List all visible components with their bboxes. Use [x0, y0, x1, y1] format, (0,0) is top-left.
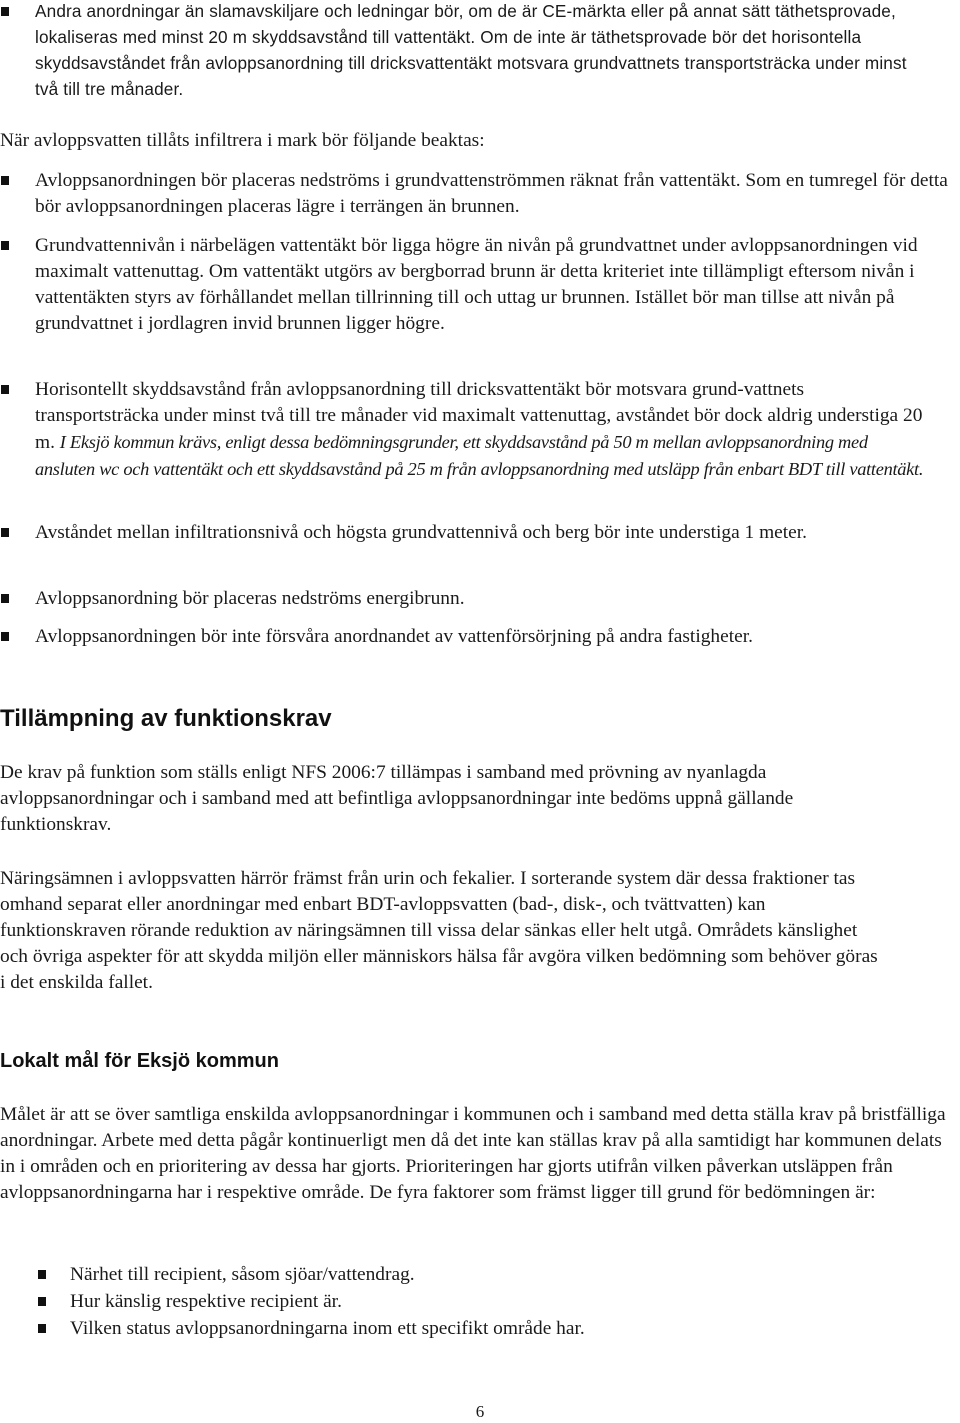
square-bullet-icon — [1, 176, 9, 185]
section-heading-local: Lokalt mål för Eksjö kommun — [0, 1050, 279, 1072]
page-number: 6 — [475, 1402, 485, 1421]
eksjo-requirement: I Eksjö kommun krävs, enligt dessa bedömningsgrunder, ett skyddsavstånd på 50 m mellan avloppsanordning med ansluten wc och vattentäkt och ett skyddsavstånd på 25 m från avloppsanordning med utsläpp från enbart BDT till vattentäkt. — [35, 432, 924, 479]
paragraph: Näringsämnen i avloppsvatten härrör främst från urin och fekalier. I sorterande system där dessa fraktioner tas omhand separat eller anordningar med enbart BDT-avloppsvatten (bad-, disk-, och tvättvatten) kan funktionskraven rörande reduktion av näringsämnen till vissa delar sänkas eller helt utgå. Områdets känslighet och övriga aspekter för att skydda miljön eller människors hälsa får avgöra vilken bedömning som behöver göras i det enskilda fallet. — [0, 868, 878, 993]
infiltration-intro: När avloppsvatten tillåts infiltrera i mark bör följande beaktas: — [0, 130, 485, 151]
list-item-text: Avloppsanordning bör placeras nedströms energibrunn. — [35, 588, 465, 609]
intro-bullet-text: Andra anordningar än slamavskiljare och ledningar bör, om de är CE-märkta eller på annat sätt täthetsprovade, lokaliseras med minst 20 m skyddsavstånd till vattentäkt. Om de inte är täthetsprovade bör det horisontella skyddsavståndet från avloppsanordning till dricksvattentäkt motsvara grundvattnets transportsträcka under minst två till tre månader. — [35, 1, 907, 99]
list-item-text: Hur känslig respektive recipient är. — [70, 1291, 342, 1312]
square-bullet-icon — [38, 1297, 46, 1306]
square-bullet-icon — [1, 7, 9, 16]
list-item-text: Avloppsanordningen bör placeras nedströms i grundvattenströmmen räknat från vattentäkt. Som en tumregel för detta bör avloppsanordningen placeras lägre i terrängen än brunnen. — [35, 170, 948, 217]
paragraph: De krav på funktion som ställs enligt NFS 2006:7 tillämpas i samband med prövning av nyanlagda avloppsanordningar och i samband med att befintliga avloppsanordningar inte bedöms uppnå gällande funktionskrav. — [0, 762, 794, 835]
square-bullet-icon — [1, 594, 9, 603]
list-item-text: Grundvattennivån i närbelägen vattentäkt bör ligga högre än nivån på grundvattnet under avloppsanordningen vid maximalt vattenuttag. Om vattentäkt utgörs av bergborrad brunn är detta kriteriet inte tillämpligt eftersom nivån i vattentäkten styrs av förhållandet mellan tillrinning till och uttag ur brunnen. Istället bör man tillse att nivån på grundvattnet i jordlagren invid brunnen ligger högre. — [35, 235, 918, 334]
list-item-text-regular: Horisontellt skyddsavstånd från avloppsanordning till dricksvattentäkt bör motsvara grund-vattnets transportsträcka under minst två till tre månader vid maximalt vattenuttag, avståndet bör dock aldrig understiga 20 m. — [35, 379, 923, 453]
list-item-text: Närhet till recipient, såsom sjöar/vattendrag. — [70, 1264, 415, 1285]
square-bullet-icon — [1, 632, 9, 641]
list-item-text — [35, 377, 925, 483]
square-bullet-icon — [1, 241, 9, 250]
square-bullet-icon — [1, 528, 9, 537]
square-bullet-icon — [38, 1270, 46, 1279]
list-item-text: Vilken status avloppsanordningarna inom ett specifikt område har. — [70, 1318, 585, 1339]
square-bullet-icon — [1, 385, 9, 394]
section-heading-functional: Tillämpning av funktionskrav — [0, 705, 332, 732]
square-bullet-icon — [38, 1324, 46, 1333]
paragraph: Målet är att se över samtliga enskilda avloppsanordningar i kommunen och i samband med detta ställa krav på bristfälliga anordningar. Arbete med detta pågår kontinuerligt men då det inte kan ställas krav på alla samtidigt har kommunen delats in i områden och en prioritering av dessa har gjorts. Prioriteringen har gjorts utifrån vilken påverkan utsläppen från avloppsanordningarna har i respektive område. De fyra faktorer som främst ligger till grund för bedömningen är: — [0, 1104, 946, 1203]
list-item-text: Avloppsanordningen bör inte försvåra anordnandet av vattenförsörjning på andra fastigheter. — [35, 626, 753, 647]
list-item-text: Avståndet mellan infiltrationsnivå och högsta grundvattennivå och berg bör inte understiga 1 meter. — [35, 522, 808, 543]
